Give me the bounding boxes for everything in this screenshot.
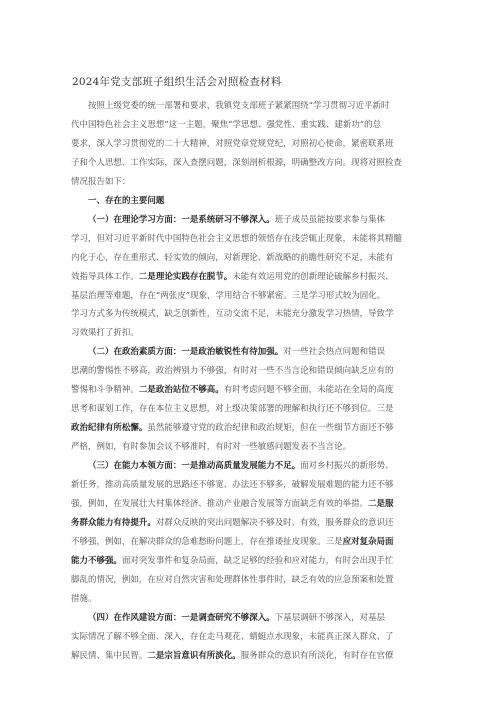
bold-text-segment: 二是理论实践存在脱节。 (138, 270, 233, 281)
bold-text-segment: （二）在政治素质方面：一是政治敏锐性有待加强。 (88, 346, 284, 357)
text-line (71, 342, 432, 361)
text-line (71, 418, 432, 437)
text-segment: 面对乡村振兴的新形势、 (300, 460, 394, 471)
bold-text-segment: 能力不够强。 (71, 554, 122, 565)
text-segment: 对群众反映的突出问题解决不够及时、有效，服务群众的意识还 (155, 516, 394, 527)
text-segment: 严格，例如，有时参加会议不够准时，有时对一些敏感问题发表不当言论。 (71, 441, 352, 452)
text-line (71, 323, 432, 342)
bold-text-segment: 应对复杂局面 (342, 535, 394, 546)
text-line (71, 380, 432, 399)
text-segment: 脚乱的情况，例如，在应对自然灾害和处理群体性事件时，缺乏有效的应急预案和处置 (71, 573, 394, 584)
text-line (71, 646, 432, 665)
text-line (71, 210, 432, 229)
text-segment: 虽然能够遵守党的政治纪律和政治规矩，但在一些细节方面还不够 (147, 422, 394, 433)
text-segment: 内化于心，存在重形式、轻实效的倾向，对新理论、新战略的前瞻性研究不足，未能有 (71, 251, 394, 262)
text-segment: 代中国特色社会主义思想”这一主题，聚焦“学思想、强党性、重实践、建新功”的总 (71, 118, 382, 129)
text-segment: 措施。 (71, 592, 97, 603)
text-segment: 服务群众的意识有所淡化，有时存在官僚 (240, 649, 394, 660)
text-line (71, 494, 432, 513)
text-segment: 学习，但对习近平新时代中国特色社会主义思想的领悟存在浅尝辄止现象，未能将其精髓 (71, 232, 403, 243)
text-line (71, 96, 432, 115)
text-segment: 效指导具体工作。 (71, 270, 139, 281)
bold-text-segment: （四）在作风建设方面：一是调查研究不够深入。 (88, 611, 275, 622)
text-line (71, 399, 432, 418)
text-line (71, 286, 432, 305)
text-segment: 习效果打了折扣。 (71, 327, 139, 338)
text-line (71, 172, 432, 191)
text-line (71, 456, 432, 475)
text-segment: 情况报告如下： (71, 175, 131, 186)
text-line (71, 229, 432, 248)
text-segment: 新任务，推动高质量发展的思路还不够宽、办法还不够多，破解发展难题的能力还不够 (71, 479, 394, 490)
text-line (71, 304, 432, 323)
text-line (71, 513, 432, 532)
text-line (71, 191, 432, 210)
text-line (71, 570, 432, 589)
text-line (71, 589, 432, 608)
text-line (71, 437, 432, 456)
text-segment: 学习方式多为传统模式，缺乏创新性，互动交流不足，未能充分激发学习热情，导致学 (71, 308, 394, 319)
text-line (71, 361, 432, 380)
bold-text-segment: 二是宗旨意识有所淡化。 (147, 649, 241, 660)
text-line (71, 627, 432, 646)
bold-text-segment: 一、存在的主要问题 (88, 194, 165, 205)
text-line (71, 248, 432, 267)
text-segment: 实际情况了解不够全面、深入，存在走马观花、蜻蜓点水现象，未能真正深入群众、了 (71, 630, 394, 641)
text-segment: 思潮的警惕性不够高，政治辨别力不够强，有时对一些不当言论和错误倾向缺乏应有的 (71, 365, 394, 376)
document-body (71, 96, 432, 665)
text-segment: 按照上级党委的统一部署和要求，我镇党支部班子紧紧围绕“学习贯彻习近平新时 (88, 100, 390, 110)
bold-text-segment: 二是服 (368, 498, 394, 509)
text-line (71, 551, 432, 570)
text-segment: 不够强，例如，在解决群众的急难愁盼问题上，存在推诿扯皮现象。三是 (71, 535, 343, 546)
bold-text-segment: 政治纪律有所松懈。 (71, 422, 148, 433)
bold-text-segment: 二是政治站位不够高。 (138, 384, 224, 395)
text-segment: 对一些社会热点问题和错误 (283, 346, 386, 357)
document-title: 2024年党支部班子组织生活会对照检查材料 (72, 76, 282, 88)
text-segment: 基层治理等难题，存在“两张皮”现象，学用结合不够紧密。三是学习形式较为固化。 (71, 289, 386, 300)
text-segment: 要求，深入学习贯彻党的二十大精神，对照党章党规党纪，对照初心使命，紧密联系班 (71, 137, 394, 148)
bold-text-segment: （一）在理论学习方面：一是系统研习不够深入。 (88, 213, 275, 224)
text-segment: 有时考虑问题不够全面，未能站在全局的高度 (223, 384, 394, 395)
text-segment: 未能有效运用党的创新理论破解乡村振兴、 (232, 270, 394, 281)
bold-text-segment: （三）在能力本领方面：一是推动高质量发展能力不足。 (88, 460, 301, 471)
text-line (71, 532, 432, 551)
text-segment: 警惕和斗争精神。 (71, 384, 139, 395)
text-segment: 班子成员虽能按要求参与集体 (274, 213, 386, 224)
text-line (71, 115, 432, 134)
text-segment: 强，例如，在发展壮大村集体经济、推动产业融合发展等方面缺乏有效的举措。 (71, 498, 369, 509)
text-segment: 面对突发事件和复杂局面，缺乏足够的经验和应对能力，有时会出现手忙 (121, 554, 394, 565)
text-line (71, 475, 432, 494)
bold-text-segment: 务群众能力有待提升。 (71, 516, 156, 527)
text-line (71, 134, 432, 153)
text-line (71, 153, 432, 172)
text-segment: 子和个人思想、工作实际，深入查摆问题，深刻剖析根源，明确整改方向。现将对照检查 (71, 156, 403, 167)
text-line (71, 267, 432, 286)
text-segment: 思考和谋划工作，存在本位主义思想，对上级决策部署的理解和执行还不够到位。三是 (71, 403, 394, 414)
text-line (71, 608, 432, 627)
text-segment: 解民情、集中民智。 (71, 649, 148, 660)
text-segment: 下基层调研不够深入，对基层 (274, 611, 386, 622)
